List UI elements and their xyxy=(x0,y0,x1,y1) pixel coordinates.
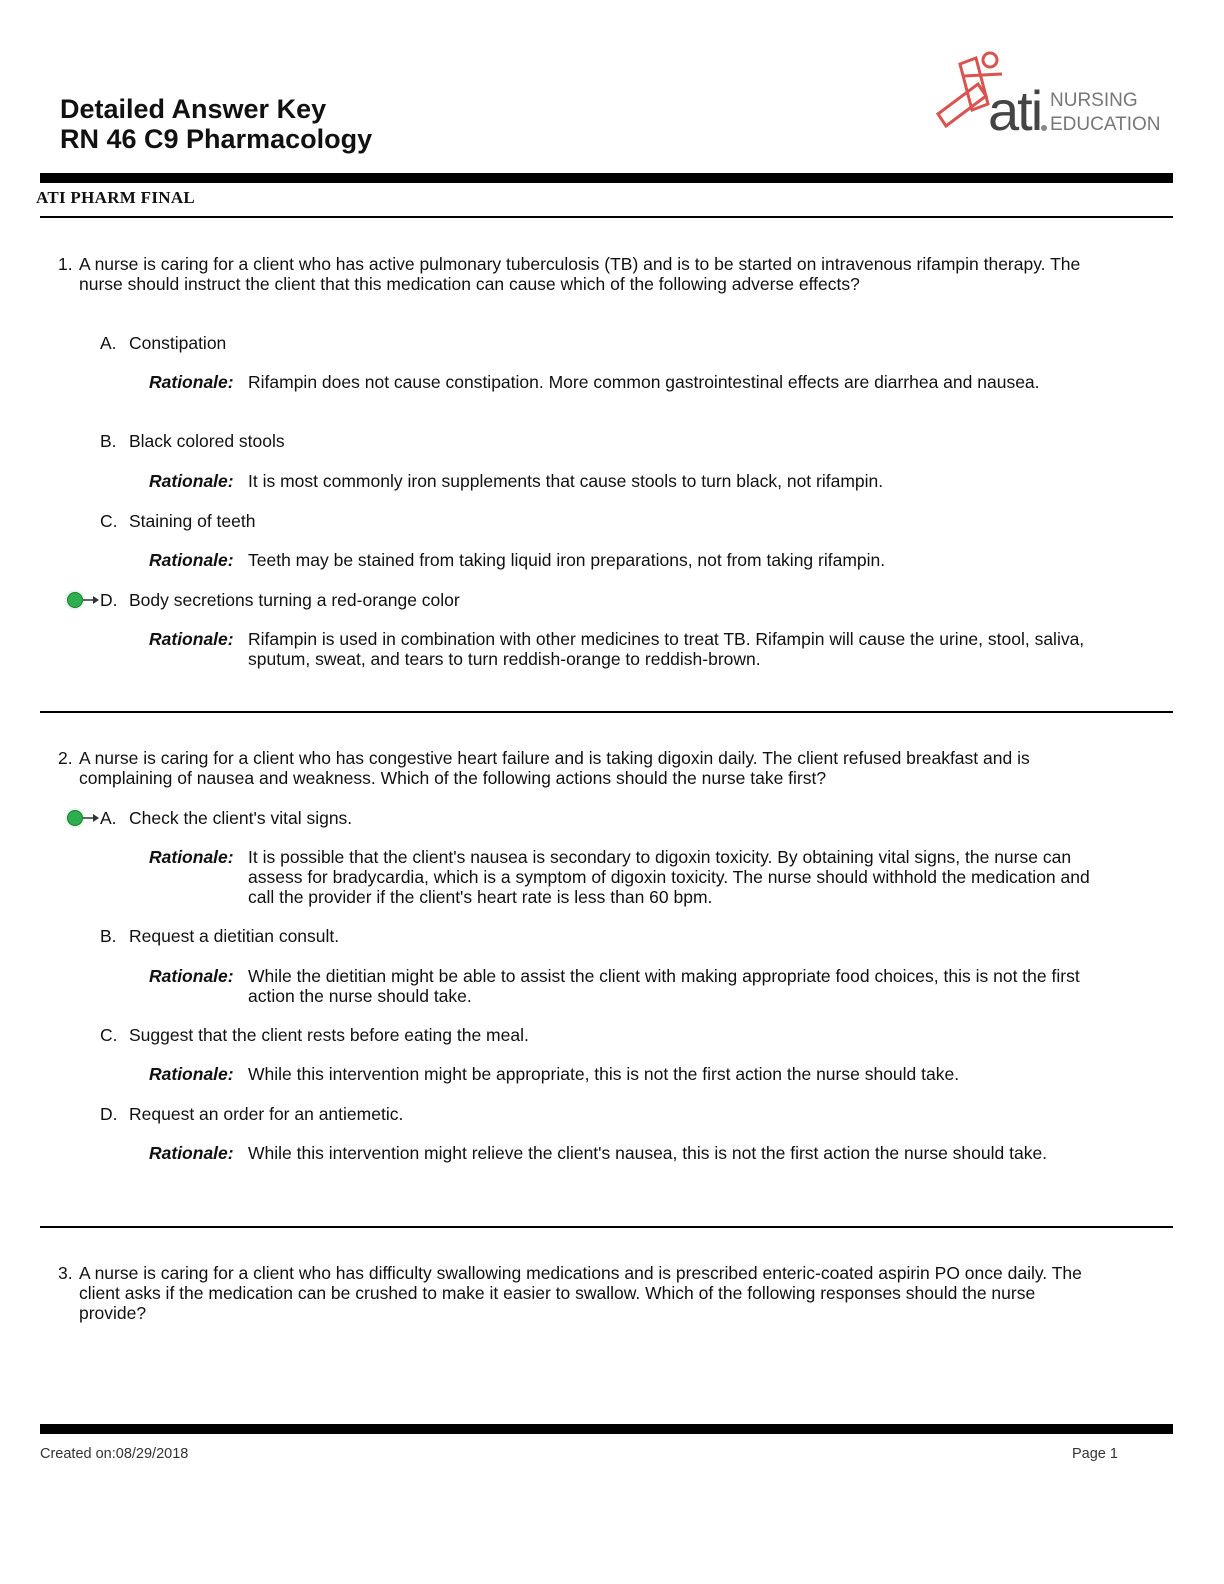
svg-text:EDUCATION: EDUCATION xyxy=(1050,114,1161,135)
rationale-text: While this intervention might relieve the client's nausea, this is not the first action the nurse should take. xyxy=(248,1143,1048,1163)
rationale-label: Rationale: xyxy=(149,550,234,570)
question-number: 3. xyxy=(58,1263,73,1283)
svg-text:NURSING: NURSING xyxy=(1050,90,1138,111)
document-title xyxy=(60,94,372,154)
option-text: Request an order for an antiemetic. xyxy=(129,1104,404,1124)
correct-answer-marker-icon xyxy=(63,806,99,830)
rationale-2c xyxy=(149,1064,1109,1084)
option-letter: D. xyxy=(100,1104,118,1124)
rationale-1b xyxy=(149,471,1109,491)
question-number: 1. xyxy=(58,254,73,274)
rationale-text: Teeth may be stained from taking liquid iron preparations, not from taking rifampin. xyxy=(248,550,886,570)
option-text: Black colored stools xyxy=(129,431,285,451)
question-number: 2. xyxy=(58,748,73,768)
title-line-2: RN 46 C9 Pharmacology xyxy=(60,124,373,154)
rationale-text: Rifampin is used in combination with other medicines to treat TB. Rifampin will cause the urine, stool, saliva, sputum, sweat, and tears to turn reddish-orange to reddish-brown. xyxy=(248,629,1085,669)
question-text: A nurse is caring for a client who has congestive heart failure and is taking digoxin daily. The client refused breakfast and is complaining of nausea and weakness. Which of the following actions should the nurse take first? xyxy=(79,748,1030,788)
rationale-label: Rationale: xyxy=(149,372,234,392)
option-letter: A. xyxy=(100,333,117,353)
question-text: A nurse is caring for a client who has active pulmonary tuberculosis (TB) and is to be started on intravenous rifampin therapy. The nurse should instruct the client that this medication can cause which of the following adverse effects? xyxy=(79,254,1081,294)
rationale-2b xyxy=(149,966,1109,1006)
rationale-1c xyxy=(149,550,1109,570)
option-text: Suggest that the client rests before eating the meal. xyxy=(129,1025,529,1045)
rationale-text: It is possible that the client's nausea is secondary to digoxin toxicity. By obtaining vital signs, the nurse can assess for bradycardia, which is a symptom of digoxin toxicity. The nurse should withhold the medication and call the provider if the client's heart rate is less than 60 bpm. xyxy=(248,847,1090,907)
rationale-text: While the dietitian might be able to assist the client with making appropriate food choices, this is not the first action the nurse should take. xyxy=(248,966,1080,1006)
question-text: A nurse is caring for a client who has difficulty swallowing medications and is prescribed enteric-coated aspirin PO once daily. The client asks if the medication can be crushed to make it easier to swallow. Which of the following responses should the nurse provide? xyxy=(79,1263,1082,1323)
rationale-text: Rifampin does not cause constipation. More common gastrointestinal effects are diarrhea and nausea. xyxy=(248,372,1040,392)
question-3 xyxy=(58,1263,1088,1323)
rationale-text: While this intervention might be appropriate, this is not the first action the nurse should take. xyxy=(248,1064,960,1084)
option-letter: C. xyxy=(100,1025,118,1045)
rationale-label: Rationale: xyxy=(149,1064,234,1084)
option-letter: A. xyxy=(100,808,117,828)
option-letter: B. xyxy=(100,926,117,946)
question-divider xyxy=(40,1226,1173,1228)
option-2d xyxy=(100,1104,403,1124)
option-letter: D. xyxy=(100,590,118,610)
option-text: Check the client's vital signs. xyxy=(129,808,353,828)
option-1b xyxy=(100,431,285,451)
created-date: Created on:08/29/2018 xyxy=(40,1446,189,1462)
svg-text:ati: ati xyxy=(988,79,1042,142)
option-1c xyxy=(100,511,255,531)
option-2a xyxy=(100,808,352,828)
footer-rule xyxy=(40,1424,1173,1434)
rationale-1d xyxy=(149,629,1109,669)
section-title: ATI PHARM FINAL xyxy=(36,188,196,207)
question-divider xyxy=(40,711,1173,713)
rationale-label: Rationale: xyxy=(149,1143,234,1163)
option-2b xyxy=(100,926,339,946)
rationale-1a xyxy=(149,372,1109,392)
rationale-2a xyxy=(149,847,1109,907)
question-2 xyxy=(58,748,1088,788)
page-number: Page 1 xyxy=(1072,1446,1118,1462)
option-text: Request a dietitian consult. xyxy=(129,926,340,946)
option-text: Staining of teeth xyxy=(129,511,256,531)
question-1 xyxy=(58,254,1088,294)
option-text: Constipation xyxy=(129,333,227,353)
rationale-label: Rationale: xyxy=(149,471,234,491)
rationale-2d xyxy=(149,1143,1109,1163)
rationale-label: Rationale: xyxy=(149,847,234,867)
option-letter: B. xyxy=(100,431,117,451)
rationale-label: Rationale: xyxy=(149,629,234,649)
header-rule xyxy=(40,173,1173,183)
section-rule xyxy=(40,216,1173,218)
rationale-label: Rationale: xyxy=(149,966,234,986)
option-text: Body secretions turning a red-orange color xyxy=(129,590,460,610)
title-line-1: Detailed Answer Key xyxy=(60,94,327,124)
rationale-text: It is most commonly iron supplements that cause stools to turn black, not rifampin. xyxy=(248,471,884,491)
option-letter: C. xyxy=(100,511,118,531)
option-1a xyxy=(100,333,226,353)
correct-answer-marker-icon xyxy=(63,588,99,612)
option-1d xyxy=(100,590,460,610)
ati-nursing-education-logo xyxy=(930,44,1161,144)
option-2c xyxy=(100,1025,529,1045)
